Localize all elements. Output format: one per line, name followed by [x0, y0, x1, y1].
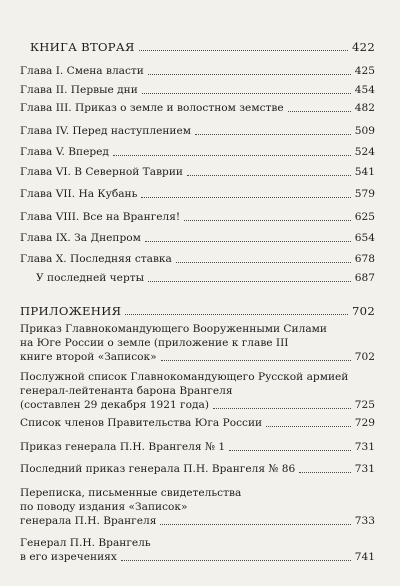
appendix-line: Последний приказ генерала П.Н. Врангеля № 86 — [20, 463, 296, 475]
appendix-page: 725 — [354, 399, 375, 411]
chapter-page: 524 — [354, 146, 375, 158]
chapter-page: 678 — [354, 253, 375, 265]
appendix-line: на Юге России о земле (приложение к главе III — [20, 337, 289, 349]
leader-dots — [213, 408, 351, 409]
appendix-line: Приказ Главнокомандующего Вооруженными Силами — [20, 323, 327, 335]
chapter-page: 454 — [354, 84, 375, 96]
appendix-page: 729 — [354, 417, 375, 429]
leader-dots — [195, 134, 351, 135]
appendix-entry — [20, 462, 375, 476]
chapter-entry — [20, 124, 375, 138]
leader-dots — [187, 175, 351, 176]
appendix-line: Список членов Правительства Юга России — [20, 417, 263, 429]
chapter-page: 579 — [354, 188, 375, 200]
appendix-line: Генерал П.Н. Врангель — [20, 537, 151, 549]
leader-dots — [139, 50, 348, 51]
appendix-line: в его изречениях — [20, 551, 117, 563]
leader-dots — [266, 426, 351, 427]
leader-dots — [141, 197, 350, 198]
appendix-line: Послужной список Главнокомандующего Русской армией — [20, 371, 349, 383]
leader-dots — [299, 472, 351, 473]
chapter-title: Глава I. Смена власти — [20, 65, 144, 77]
appendix-line: по поводу издания «Записок» — [20, 501, 188, 513]
appendix-line: (составлен 29 декабря 1921 года) — [20, 399, 209, 411]
chapter-title: Глава IV. Перед наступлением — [20, 125, 191, 137]
leader-dots — [161, 360, 351, 361]
chapter-title: Глава V. Вперед — [20, 146, 109, 158]
chapter-entry — [20, 210, 375, 224]
appendix-heading-title: ПРИЛОЖЕНИЯ — [20, 304, 122, 318]
chapter-title: Глава VIII. Все на Врангеля! — [20, 211, 181, 223]
appendix-line: генерал-лейтенанта барона Врангеля — [20, 385, 233, 397]
chapter-page: 625 — [354, 211, 375, 223]
appendix-page: 702 — [354, 351, 375, 363]
chapter-entry — [20, 145, 375, 159]
chapter-title: Глава X. Последняя ставка — [20, 253, 172, 265]
leader-dots — [113, 155, 351, 156]
chapter-entry — [36, 271, 375, 285]
leader-dots — [121, 560, 351, 561]
chapter-page: 425 — [354, 65, 375, 77]
leader-dots — [145, 241, 351, 242]
appendix-entry — [20, 440, 375, 454]
chapter-title: Глава II. Первые дни — [20, 84, 138, 96]
chapter-page: 654 — [354, 232, 375, 244]
leader-dots — [142, 93, 351, 94]
appendix-heading — [20, 304, 375, 318]
appendix-line: генерала П.Н. Врангеля — [20, 515, 157, 527]
leader-dots — [229, 450, 351, 451]
chapter-entry — [20, 187, 375, 201]
appendix-page: 731 — [354, 441, 375, 453]
chapter-title: У последней черты — [36, 272, 145, 284]
appendix-page: 741 — [354, 551, 375, 563]
appendix-heading-page: 702 — [351, 304, 375, 318]
appendix-page: 731 — [354, 463, 375, 475]
chapter-entry — [20, 165, 375, 179]
leader-dots — [184, 220, 351, 221]
appendix-entry — [20, 370, 375, 412]
chapter-entry — [20, 64, 375, 78]
appendix-entry — [20, 322, 375, 364]
appendix-entry — [20, 416, 375, 430]
leader-dots — [148, 281, 351, 282]
chapter-title: Глава III. Приказ о земле и волостном земстве — [20, 102, 284, 114]
book2-heading — [30, 40, 375, 54]
chapter-page: 541 — [354, 166, 375, 178]
appendix-entry — [20, 486, 375, 528]
appendix-line: Переписка, письменные свидетельства — [20, 487, 242, 499]
book2-heading-page: 422 — [351, 40, 375, 54]
chapter-entry — [20, 83, 375, 97]
appendix-entry — [20, 536, 375, 564]
chapter-title: Глава VII. На Кубань — [20, 188, 138, 200]
chapter-entry — [20, 231, 375, 245]
chapter-entry — [20, 101, 375, 115]
leader-dots — [160, 524, 350, 525]
book2-heading-title: КНИГА ВТОРАЯ — [30, 40, 135, 54]
leader-dots — [125, 314, 348, 315]
leader-dots — [148, 74, 351, 75]
appendix-page: 733 — [354, 515, 375, 527]
appendix-line: книге второй «Записок» — [20, 351, 157, 363]
appendix-line: Приказ генерала П.Н. Врангеля № 1 — [20, 441, 226, 453]
chapter-page: 509 — [354, 125, 375, 137]
chapter-page: 482 — [354, 102, 375, 114]
chapter-title: Глава IX. За Днепром — [20, 232, 141, 244]
leader-dots — [288, 111, 351, 112]
chapter-title: Глава VI. В Северной Таврии — [20, 166, 183, 178]
chapter-entry — [20, 252, 375, 266]
leader-dots — [176, 262, 351, 263]
chapter-page: 687 — [354, 272, 375, 284]
